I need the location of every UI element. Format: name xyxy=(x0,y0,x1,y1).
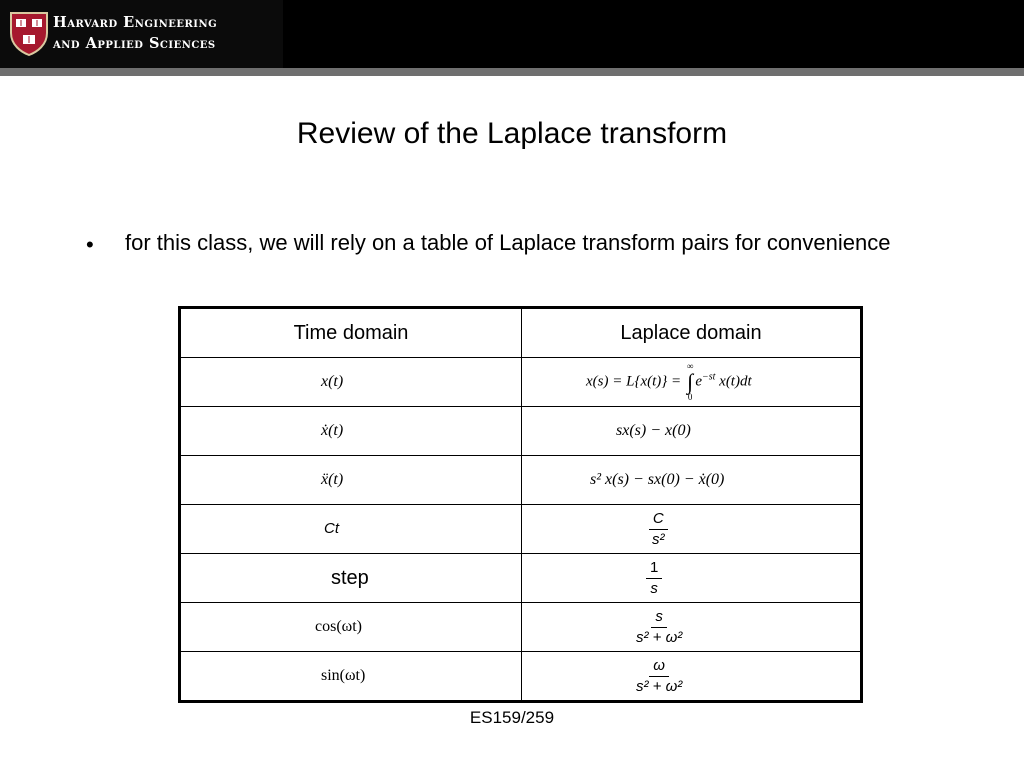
time-cell xyxy=(180,554,522,603)
time-cell xyxy=(180,358,522,407)
fraction-denominator: s xyxy=(650,579,658,597)
fraction-denominator: s² xyxy=(652,530,665,548)
time-expr: cos(ωt) xyxy=(315,618,362,635)
laplace-fraction xyxy=(646,559,662,598)
laplace-cell xyxy=(522,505,862,554)
course-footer: ES159/259 xyxy=(469,708,555,727)
laplace-pairs-table xyxy=(178,306,863,703)
integral-lower-limit: 0 xyxy=(687,392,693,402)
laplace-fraction xyxy=(648,510,669,549)
bullet-text: for this class, we will rely on a table of Laplace transform pairs for convenience xyxy=(125,230,891,255)
integral-upper-limit: ∞ xyxy=(686,361,694,371)
time-cell xyxy=(180,505,522,554)
slide-title: Review of the Laplace transform xyxy=(296,117,728,150)
table-row xyxy=(180,505,862,554)
table-row xyxy=(180,456,862,505)
time-expr: x(t) xyxy=(321,373,344,390)
laplace-cell xyxy=(522,407,862,456)
laplace-cell xyxy=(522,554,862,603)
fraction-numerator: C xyxy=(649,510,668,530)
fraction-numerator: s xyxy=(651,608,667,628)
laplace-expr: sx(s) − x(0) xyxy=(616,422,691,439)
laplace-cell xyxy=(522,603,862,652)
fraction-denominator: s² + ω² xyxy=(636,677,683,695)
header-laplace-domain: Laplace domain xyxy=(522,308,862,358)
header-rule xyxy=(0,68,1024,76)
table-header-row xyxy=(180,308,862,358)
brand-line-1: Harvard Engineering xyxy=(53,14,218,31)
integral-sign: ∞ ∫ 0 xyxy=(686,361,694,402)
time-cell xyxy=(180,407,522,456)
laplace-cell xyxy=(522,652,862,702)
fraction-denominator: s² + ω² xyxy=(636,628,683,646)
laplace-fraction xyxy=(632,608,686,647)
time-cell xyxy=(180,603,522,652)
exponent: −st xyxy=(701,371,716,383)
time-expr: step xyxy=(331,566,369,589)
laplace-cell xyxy=(522,358,862,407)
laplace-cell xyxy=(522,456,862,505)
laplace-definition-lhs: x(s) = L{x(t)} = xyxy=(586,373,685,390)
time-expr: ẋ(t) xyxy=(321,422,344,439)
brand-wordmark xyxy=(53,12,217,54)
laplace-definition: x(s) = L{x(t)} = ∞ ∫ 0 $e^{-st}$ x(t)dt xyxy=(586,361,752,402)
table-row xyxy=(180,652,862,702)
laplace-definition-rhs: x(t)dt xyxy=(715,373,752,390)
harvard-logo xyxy=(0,0,283,68)
bullet-marker: • xyxy=(86,232,94,257)
veritas-shield-icon xyxy=(9,11,49,57)
time-expr: sin(ωt) xyxy=(321,667,366,684)
table-row xyxy=(180,603,862,652)
table-row xyxy=(180,407,862,456)
time-expr: Ct xyxy=(324,520,339,537)
fraction-numerator: ω xyxy=(649,657,669,677)
time-expr: ẍ(t) xyxy=(321,471,344,488)
table-row xyxy=(180,554,862,603)
time-cell xyxy=(180,652,522,702)
table-row xyxy=(180,358,862,407)
laplace-expr: s² x(s) − sx(0) − ẋ(0) xyxy=(590,471,725,488)
time-cell xyxy=(180,456,522,505)
fraction-numerator: 1 xyxy=(646,559,662,579)
laplace-fraction xyxy=(632,657,686,696)
brand-line-2: and Applied Sciences xyxy=(53,35,216,52)
header-time-domain: Time domain xyxy=(180,308,522,358)
